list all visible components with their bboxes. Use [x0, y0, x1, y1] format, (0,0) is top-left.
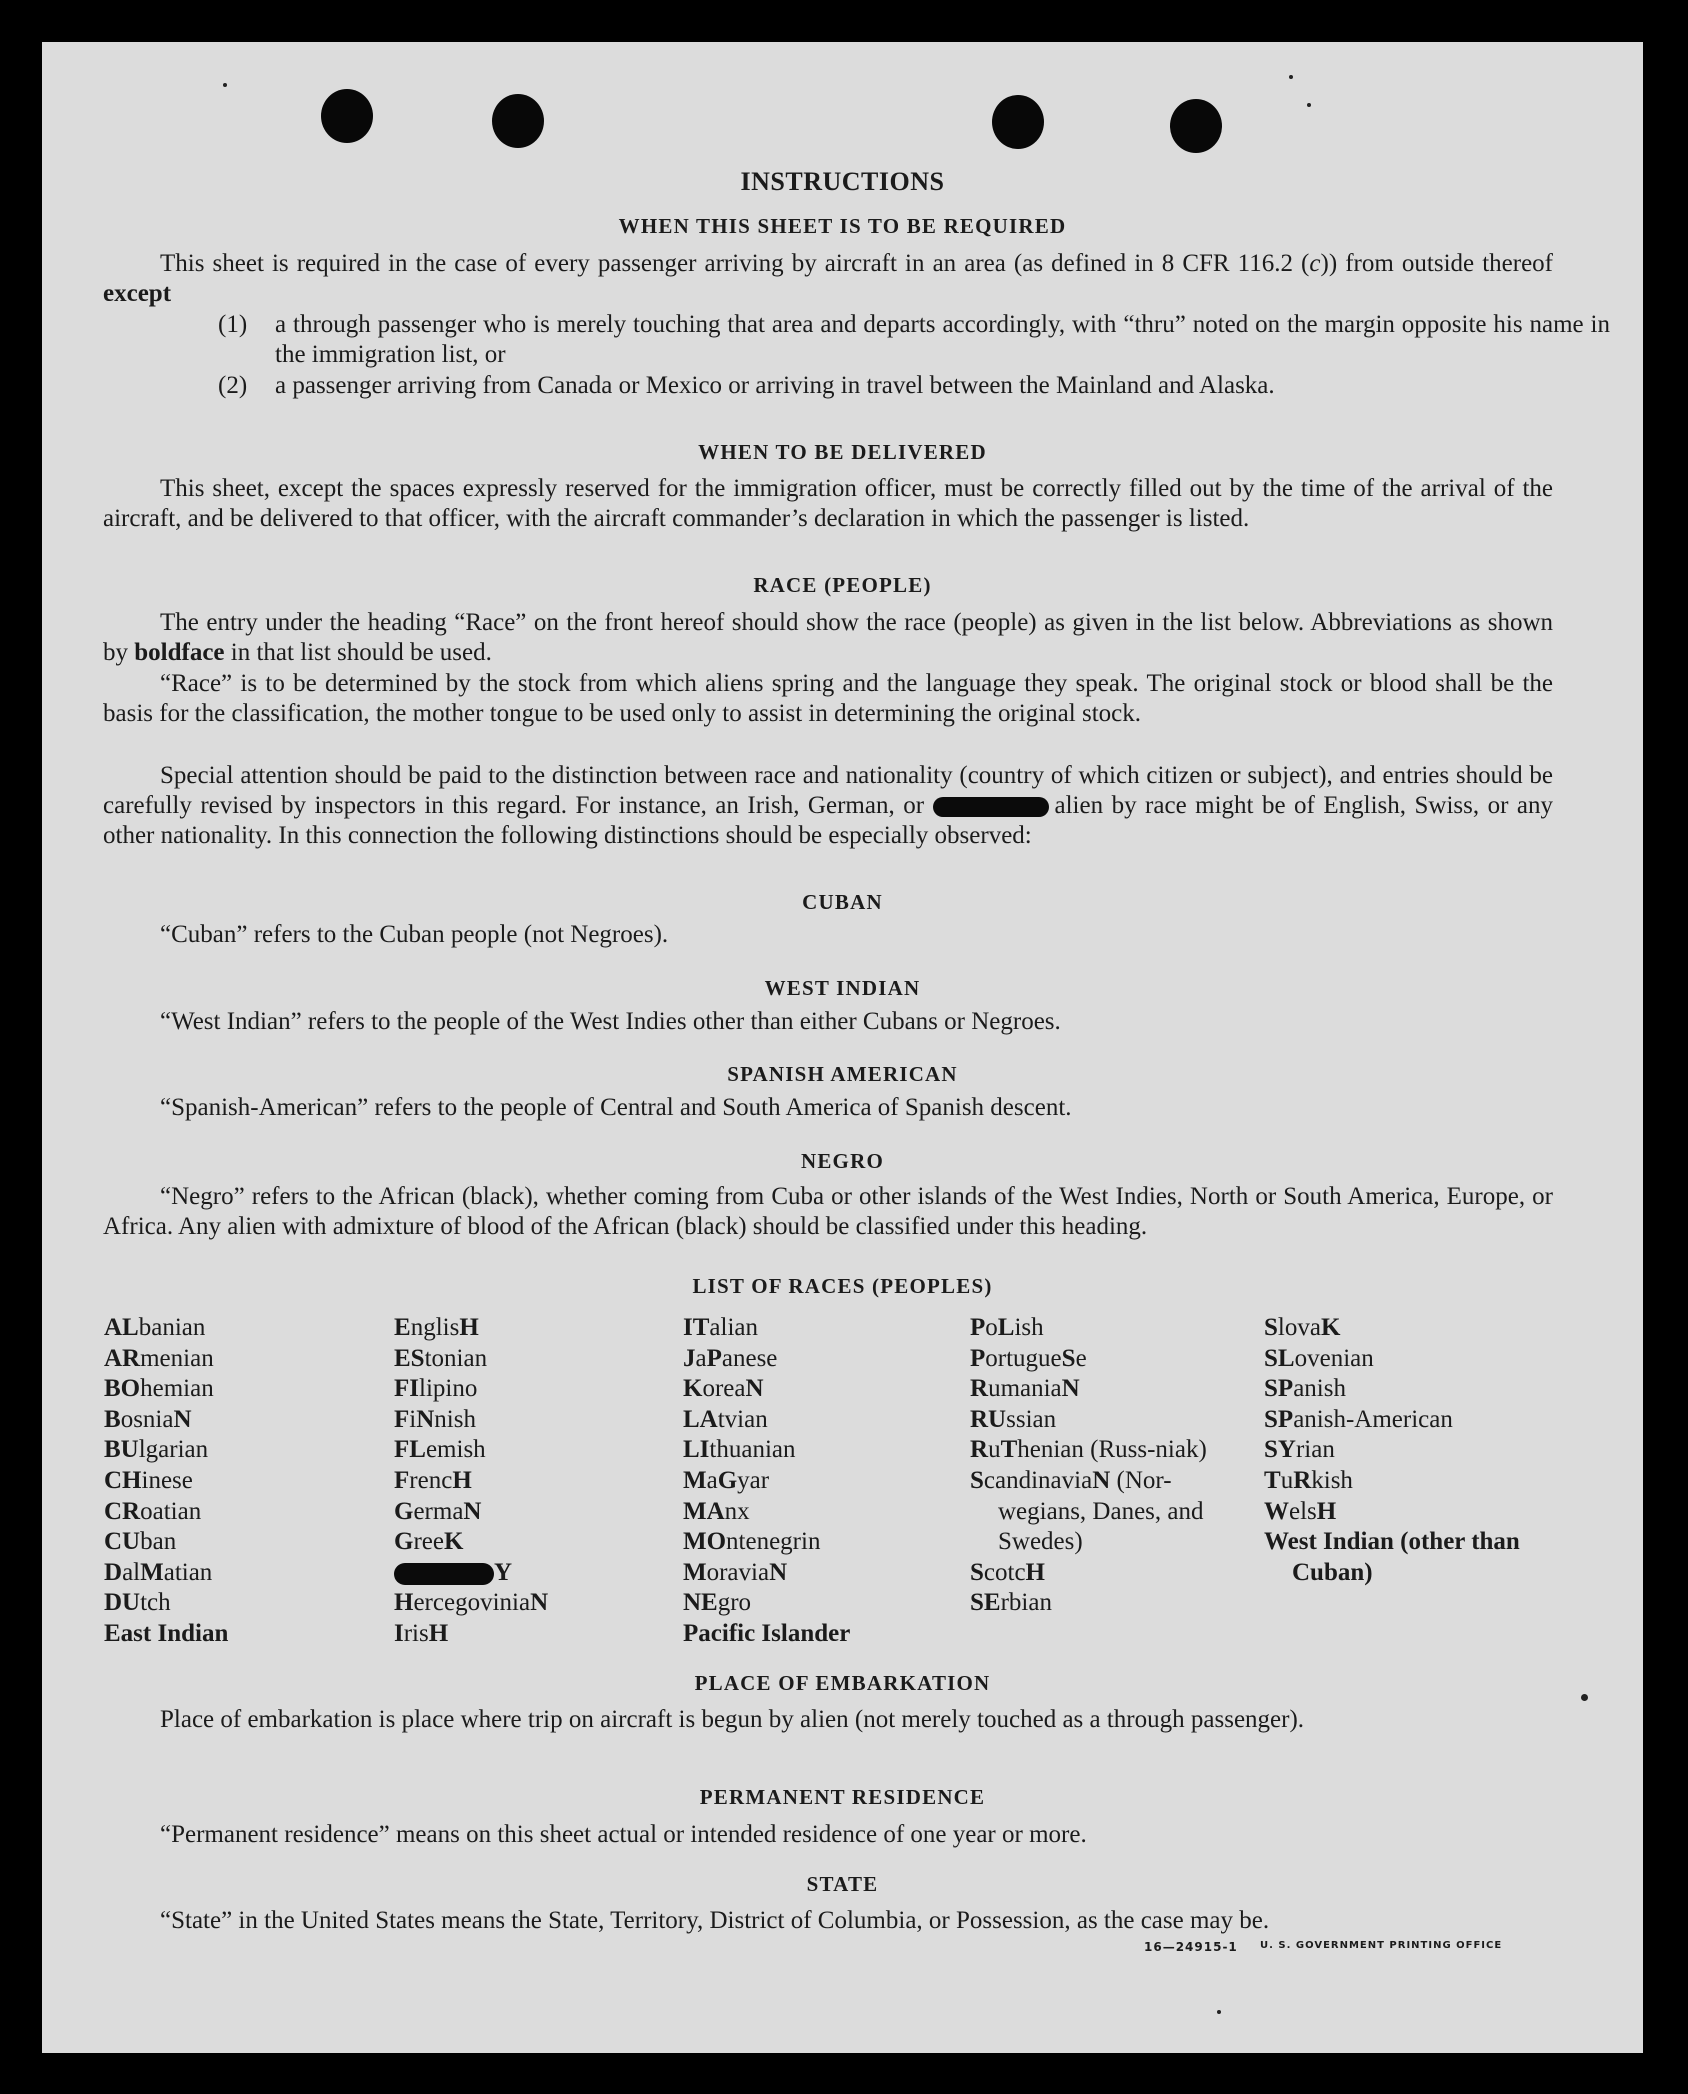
race-list-item [683, 1374, 953, 1405]
race-abbrev: BO [104, 1375, 141, 1403]
negro-text: “Negro” refers to the African (black), whether coming from Cuba or other islands of the West Indies, North or South America, Europe, or Africa. Any alien with admixture of blood of the African (black) should be classified under this heading. [103, 1183, 1553, 1240]
race-abbrev: S [970, 1558, 984, 1586]
race-abbrev: G [717, 1466, 738, 1494]
race-list-item [683, 1344, 953, 1375]
race-abbrev: CR [104, 1497, 141, 1525]
race-list-item [683, 1497, 953, 1528]
race-list-item [683, 1313, 953, 1344]
heading-when-required: WHEN THIS SHEET IS TO BE REQUIRED [618, 214, 1067, 238]
race-abbrev: CU [104, 1528, 141, 1556]
race-list-item [683, 1619, 953, 1650]
race-list-item [394, 1527, 664, 1558]
redaction-mark [933, 797, 1049, 817]
heading-west-indian: WEST INDIAN [764, 976, 921, 1000]
race-abbrev: H [394, 1589, 414, 1617]
race-text: erma [413, 1497, 464, 1525]
heading-list-of-races: LIST OF RACES (PEOPLES) [692, 1274, 993, 1298]
race-list-item [394, 1344, 664, 1375]
race-abbrev: H [1025, 1558, 1045, 1586]
race-text: gro [717, 1589, 752, 1617]
race-list-item [394, 1619, 664, 1650]
race-text: thuanian [709, 1436, 796, 1464]
race-text: anish [1293, 1375, 1346, 1403]
race-column-4 [970, 1313, 1240, 1619]
race-text: e [1075, 1344, 1087, 1372]
race-abbrev: H [452, 1466, 472, 1494]
race-text: u [988, 1436, 1001, 1464]
race-list-item [394, 1466, 664, 1497]
race-abbrev: F [394, 1466, 410, 1494]
race-text: umania [988, 1375, 1062, 1403]
race-text: kish [1311, 1466, 1353, 1494]
race-abbrev: W [1264, 1497, 1289, 1525]
race-abbrev: J [683, 1344, 696, 1372]
page-title: INSTRUCTIONS [740, 167, 945, 196]
race-list-item [104, 1558, 374, 1589]
race-abbrev: R [970, 1375, 989, 1403]
race-text: ortugue [985, 1344, 1062, 1372]
race-text: osnia [120, 1405, 174, 1433]
race-text: ercegovinia [413, 1589, 531, 1617]
race-abbrev: D [104, 1558, 123, 1586]
race-text: ish [1014, 1314, 1044, 1341]
race-paragraph-1: The entry under the heading “Race” on the front hereof should show the race (people) as given in the list below. Abbreviations as shown by boldface in that list should be used. [103, 609, 1553, 666]
race-abbrev: LA [683, 1405, 718, 1433]
race-abbrev: IT [683, 1314, 710, 1341]
race-abbrev: CH [104, 1466, 142, 1494]
race-list-item [1264, 1344, 1554, 1375]
race-abbrev: West Indian (other than Cuban) [1264, 1528, 1520, 1586]
race-abbrev: SP [1264, 1375, 1294, 1403]
race-list-item [104, 1588, 374, 1619]
race-text: els [1289, 1497, 1317, 1525]
race-abbrev: K [683, 1375, 703, 1403]
race-list-item [1264, 1527, 1554, 1588]
race-abbrev: T [1000, 1436, 1018, 1464]
race-column-2 [394, 1313, 664, 1650]
race-text: alian [709, 1314, 758, 1341]
race-text: i [409, 1405, 417, 1433]
race-text: u [1280, 1466, 1294, 1494]
race-abbrev: H [1316, 1497, 1337, 1525]
race-list-item [394, 1313, 664, 1344]
race-list-item [683, 1435, 953, 1466]
race-abbrev: MA [683, 1497, 725, 1525]
race-abbrev: P [970, 1344, 986, 1372]
required-intro: This sheet is required in the case of every passenger arriving by aircraft in an area (as defined in 8 CFR 116.2 (c)) from outside thereof except [103, 250, 1553, 307]
race-list-item [104, 1405, 374, 1436]
printer-imprint: U. S. GOVERNMENT PRINTING OFFICE [1260, 1940, 1503, 1951]
redaction-mark [394, 1563, 494, 1585]
race-abbrev: N [1061, 1375, 1080, 1403]
race-abbrev: G [394, 1497, 414, 1525]
cuban-text: “Cuban” refers to the Cuban people (not Negroes). [160, 921, 669, 948]
race-list-item [104, 1466, 374, 1497]
race-list-item [104, 1497, 374, 1528]
race-abbrev: FL [394, 1436, 426, 1464]
race-text: rian [1295, 1436, 1335, 1464]
race-abbrev: FI [394, 1375, 419, 1403]
race-list-item [970, 1405, 1240, 1436]
race-text: hemian [140, 1375, 214, 1403]
punch-hole [321, 89, 373, 143]
race-abbrev: SP [1264, 1405, 1294, 1433]
race-text: renc [409, 1466, 453, 1494]
race-text: lipino [419, 1375, 478, 1403]
heading-cuban: CUBAN [802, 890, 883, 914]
race-text: emish [425, 1436, 486, 1464]
race-text: tvian [717, 1405, 768, 1433]
heading-permanent-residence: PERMANENT RESIDENCE [699, 1785, 986, 1809]
race-abbrev: L [997, 1314, 1015, 1341]
race-text: tonian [424, 1344, 488, 1372]
race-abbrev: NE [683, 1589, 718, 1617]
race-abbrev: H [428, 1619, 449, 1647]
race-column-1 [104, 1313, 374, 1650]
race-list-item [394, 1558, 664, 1589]
race-text: a [706, 1466, 718, 1494]
race-text: lgarian [138, 1436, 209, 1464]
race-text: rbian [1000, 1589, 1052, 1617]
race-abbrev: SE [970, 1589, 1001, 1617]
race-list-item [104, 1619, 374, 1650]
race-list-item [1264, 1435, 1554, 1466]
race-abbrev: P [970, 1314, 986, 1341]
heading-race: RACE (PEOPLE) [753, 573, 932, 597]
state-text: “State” in the United States means the State, Territory, District of Columbia, or Possession, as the case may be. [160, 1907, 1270, 1934]
race-list-item [1264, 1405, 1554, 1436]
race-text: nx [724, 1497, 750, 1525]
race-list-item [970, 1558, 1240, 1589]
race-list-item [970, 1435, 1240, 1466]
race-column-3 [683, 1313, 953, 1650]
punch-hole [1170, 99, 1222, 153]
race-text: ris [403, 1619, 429, 1647]
race-abbrev: R [970, 1436, 989, 1464]
race-list-item [104, 1344, 374, 1375]
form-number: 16—24915-1 [1144, 1940, 1238, 1954]
race-abbrev: K [443, 1528, 464, 1556]
race-text: lova [1277, 1314, 1321, 1341]
race-abbrev: N [745, 1375, 764, 1403]
race-list-item [683, 1588, 953, 1619]
race-text: atian [163, 1558, 213, 1586]
race-abbrev: SL [1264, 1344, 1295, 1372]
race-text: ovenian [1294, 1344, 1374, 1372]
race-abbrev: K [1320, 1314, 1341, 1341]
punch-hole [492, 94, 544, 148]
race-text: ree [413, 1528, 444, 1556]
race-list-item [970, 1588, 1240, 1619]
race-list-item [970, 1466, 1240, 1558]
race-list-item [683, 1527, 953, 1558]
race-text: nglis [410, 1314, 460, 1341]
heading-state: STATE [806, 1872, 879, 1896]
race-list-item [1264, 1374, 1554, 1405]
race-abbrev: N [530, 1589, 549, 1617]
race-text: nish [434, 1405, 476, 1433]
race-text: banian [138, 1314, 206, 1341]
race-text: candinavia [983, 1466, 1093, 1494]
race-abbrev: M [683, 1558, 707, 1586]
race-abbrev: M [683, 1466, 707, 1494]
race-text: a [695, 1344, 707, 1372]
embarkation-text: Place of embarkation is place where trip on aircraft is begun by alien (not merely touched as a through passenger). [160, 1706, 1305, 1733]
residence-text: “Permanent residence” means on this sheet actual or intended residence of one year or more. [160, 1821, 1087, 1848]
race-text: cotc [983, 1558, 1026, 1586]
race-abbrev: N [463, 1497, 482, 1525]
race-abbrev: M [140, 1558, 164, 1586]
race-abbrev: B [104, 1405, 121, 1433]
race-abbrev: AR [104, 1344, 141, 1372]
race-abbrev: H [459, 1314, 479, 1341]
race-list-item [394, 1497, 664, 1528]
race-abbrev: LI [683, 1436, 710, 1464]
race-text: yar [737, 1466, 770, 1494]
race-text: o [985, 1314, 998, 1341]
delivery-text: This sheet, except the spaces expressly reserved for the immigration officer, must be correctly filled out by the time of the arrival of the aircraft, and be delivered to that officer, with the aircraft commander’s declaration in which the passenger is listed. [103, 475, 1553, 532]
race-text: (Nor-wegians, Danes, and Swedes) [998, 1466, 1204, 1556]
race-list-item [104, 1374, 374, 1405]
heading-embarkation: PLACE OF EMBARKATION [694, 1671, 991, 1695]
race-abbrev: SY [1264, 1436, 1296, 1464]
race-text: orea [702, 1375, 746, 1403]
race-text: ntenegrin [726, 1528, 821, 1556]
race-list-item [970, 1344, 1240, 1375]
race-list-item [104, 1435, 374, 1466]
race-abbrev: Pacific Islander [683, 1619, 851, 1647]
race-list-item [683, 1405, 953, 1436]
race-text: anese [721, 1344, 778, 1372]
spanish-american-text: “Spanish-American” refers to the people of Central and South America of Spanish descent. [160, 1094, 1072, 1121]
race-abbrev: ES [394, 1344, 425, 1372]
race-abbrev: T [1264, 1466, 1281, 1494]
exception-item-2: (2) a passenger arriving from Canada or Mexico or arriving in travel between the Mainland and Alaska. [218, 372, 1275, 399]
race-text: henian (Russ-niak) [1017, 1436, 1207, 1464]
race-abbrev: N [769, 1558, 788, 1586]
race-abbrev: MO [683, 1528, 727, 1556]
race-list-item [104, 1313, 374, 1344]
race-text: oatian [140, 1497, 202, 1525]
heading-spanish-american: SPANISH AMERICAN [727, 1062, 958, 1086]
race-text: menian [140, 1344, 214, 1372]
race-list-item [683, 1558, 953, 1589]
heading-negro: NEGRO [800, 1149, 884, 1173]
race-paragraph-3: Special attention should be paid to the distinction between race and nationality (country of which citizen or subject), and entries should be carefully revised by inspectors in this regard. For instance, an Irish, German, or alien by race might be of English, Swiss, or any other nationality. In this connection the following distinctions should be especially observed: [103, 762, 1553, 849]
race-paragraph-2: “Race” is to be determined by the stock from which aliens spring and the language they speak. The original stock or blood shall be the basis for the classification, the mother tongue to be used only to assist in determining the original stock. [103, 670, 1553, 727]
race-abbrev: F [394, 1405, 410, 1433]
race-text: anish-American [1293, 1405, 1453, 1433]
race-abbrev: AL [104, 1314, 139, 1341]
race-abbrev: P [706, 1344, 722, 1372]
race-abbrev: RU [970, 1405, 1007, 1433]
race-abbrev: BU [104, 1436, 139, 1464]
race-list-item [104, 1527, 374, 1558]
race-abbrev: S [1264, 1314, 1278, 1341]
race-list-item [970, 1313, 1240, 1344]
race-abbrev: N [1092, 1466, 1111, 1494]
race-abbrev: N [416, 1405, 435, 1433]
race-abbrev: I [394, 1619, 404, 1647]
race-abbrev: G [394, 1528, 414, 1556]
document-page [42, 42, 1643, 2053]
race-text: ban [140, 1528, 177, 1556]
race-list-item [394, 1374, 664, 1405]
west-indian-text: “West Indian” refers to the people of the West Indies other than either Cubans or Negroes. [160, 1008, 1061, 1035]
race-abbrev: E [394, 1314, 411, 1341]
race-list-item [970, 1374, 1240, 1405]
race-list-item [1264, 1497, 1554, 1528]
race-text: inese [141, 1466, 193, 1494]
race-text: oravia [706, 1558, 770, 1586]
race-abbrev: S [1061, 1344, 1076, 1372]
race-list-item [394, 1435, 664, 1466]
race-text: ssian [1006, 1405, 1057, 1433]
race-list-item [683, 1466, 953, 1497]
race-list-item [1264, 1466, 1554, 1497]
heading-when-delivered: WHEN TO BE DELIVERED [698, 440, 987, 464]
race-abbrev: R [1293, 1466, 1312, 1494]
race-text: al [122, 1558, 141, 1586]
race-list-item [394, 1588, 664, 1619]
race-column-5 [1264, 1313, 1554, 1588]
exception-item-1: (1) a through passenger who is merely touching that area and departs accordingly, with “thru” noted on the margin opposite his name in the immigration list, or [218, 311, 1610, 368]
race-text: tch [140, 1589, 171, 1617]
punch-hole [992, 95, 1044, 149]
race-abbrev: East Indian [104, 1619, 229, 1647]
race-abbrev: S [970, 1466, 984, 1494]
race-abbrev: Y [494, 1558, 513, 1586]
race-abbrev: N [173, 1405, 192, 1433]
race-list-item [1264, 1313, 1554, 1344]
race-list-item [394, 1405, 664, 1436]
race-abbrev: DU [104, 1589, 141, 1617]
